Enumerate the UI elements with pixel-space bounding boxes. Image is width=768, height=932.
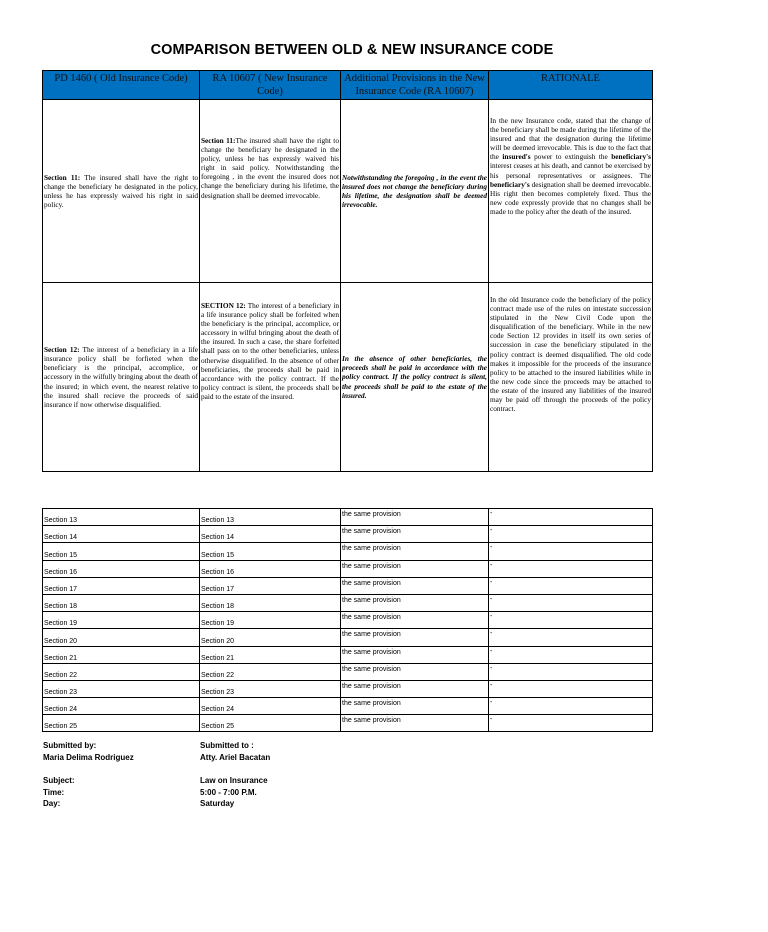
old-section-cell: Section 19 bbox=[43, 612, 200, 629]
rationale-text: interest ceases at his death, and cannot be exercised by his personal representatives or assignees. The bbox=[490, 161, 651, 180]
submitted-to-name: Atty. Ariel Bacatan bbox=[200, 752, 271, 762]
new-section-cell: Section 22 bbox=[200, 663, 341, 680]
submitted-by-label: Submitted by: bbox=[43, 741, 97, 750]
header-new-code: RA 10607 ( New Insurance Code) bbox=[200, 71, 341, 100]
time-label: Time: bbox=[43, 787, 65, 797]
new-section-cell: Section 17 bbox=[200, 577, 341, 594]
time-value: 5:00 - 7:00 P.M. bbox=[200, 787, 257, 797]
old-section-cell: Section 20 bbox=[43, 629, 200, 646]
day-value: Saturday bbox=[200, 799, 235, 808]
table-row bbox=[43, 100, 653, 283]
table-row bbox=[43, 715, 653, 732]
rationale-text: power to extinguish the bbox=[530, 152, 612, 162]
old-section-cell: Section 15 bbox=[43, 543, 200, 560]
new-section-cell: Section 21 bbox=[200, 646, 341, 663]
new-section-cell: Section 24 bbox=[200, 698, 341, 715]
subject-label: Subject: bbox=[43, 776, 75, 785]
old-section-cell: Section 14 bbox=[43, 526, 200, 543]
rationale-text: In the new Insurance code, stated that the change of the beneficiary shall be made during the lifetime of the insured and that the designation during the lifetime will be deemed irrevocable. This is due to the fact that the bbox=[490, 116, 651, 162]
rationale-cell: - bbox=[489, 543, 653, 560]
table-row bbox=[43, 543, 653, 560]
section-text: The insured shall have the right to change the beneficiary he designated in the policy, unless he has expressly waived his right in said policy. Notwithstanding the foregoing , in the event the insured does not change the beneficiary during his lifetime, the designation shall be deemed irrevocable. bbox=[201, 136, 339, 200]
additional-provision-cell: In the absence of other beneficiaries, the proceeds shall be paid in accordance with the policy contract. If the policy contract is silent, the proceeds shall be paid to the estate of the insured. bbox=[341, 283, 489, 472]
table-row bbox=[43, 629, 653, 646]
table-row bbox=[43, 577, 653, 594]
table-row bbox=[43, 283, 653, 472]
new-code-cell bbox=[200, 283, 341, 472]
submitted-by-name: Maria Delima Rodriguez bbox=[43, 752, 134, 762]
provision-cell: the same provision bbox=[341, 715, 489, 732]
old-section-cell: Section 23 bbox=[43, 680, 200, 697]
section-text: The insured shall have the right to change the beneficiary he designated in the policy, unless he has expressly waived his right in said policy. bbox=[44, 172, 198, 210]
table-row bbox=[43, 509, 653, 526]
table-row bbox=[43, 698, 653, 715]
rationale-cell: - bbox=[489, 612, 653, 629]
section-label: Section 11: bbox=[201, 136, 236, 145]
table-header-row bbox=[43, 71, 653, 100]
rationale-text: beneficiary's bbox=[611, 152, 651, 162]
submitted-to-label: Submitted to : bbox=[200, 741, 254, 750]
new-section-cell: Section 16 bbox=[200, 560, 341, 577]
old-section-cell: Section 13 bbox=[43, 509, 200, 526]
sections-table bbox=[42, 508, 653, 732]
schedule-values bbox=[200, 775, 268, 810]
provision-cell: the same provision bbox=[341, 560, 489, 577]
submitted-to-block bbox=[200, 740, 270, 763]
old-section-cell: Section 25 bbox=[43, 715, 200, 732]
old-section-cell: Section 24 bbox=[43, 698, 200, 715]
rationale-cell: - bbox=[489, 698, 653, 715]
table-row bbox=[43, 526, 653, 543]
rationale-cell: - bbox=[489, 663, 653, 680]
provision-cell: the same provision bbox=[341, 698, 489, 715]
old-section-cell: Section 18 bbox=[43, 594, 200, 611]
rationale-cell: - bbox=[489, 577, 653, 594]
rationale-cell: - bbox=[489, 715, 653, 732]
comparison-table bbox=[42, 70, 653, 472]
old-code-cell bbox=[43, 283, 200, 472]
provision-cell: the same provision bbox=[341, 526, 489, 543]
subject-value: Law on Insurance bbox=[200, 776, 268, 785]
rationale-text: beneficiary's bbox=[490, 179, 530, 189]
new-section-cell: Section 25 bbox=[200, 715, 341, 732]
provision-cell: the same provision bbox=[341, 646, 489, 663]
day-label: Day: bbox=[43, 799, 61, 808]
additional-provision-cell: Notwithstanding the foregoing , in the event the insured does not change the beneficiary during his lifetime, the designation shall be deemed irrevocable. bbox=[341, 100, 489, 283]
section-text: The interest of a beneficiary in a life insurance policy shall be forfieted when the beneficiary is the principal, accomplice, or accessory in the wilfully bringing about the death of the insured; in which event, the nearest relative to the insured shall recieve the proceeds of said insurance if now otherwise disqualified. bbox=[44, 345, 198, 409]
rationale-cell: - bbox=[489, 646, 653, 663]
provision-cell: the same provision bbox=[341, 680, 489, 697]
provision-cell: the same provision bbox=[341, 663, 489, 680]
new-section-cell: Section 23 bbox=[200, 680, 341, 697]
old-section-cell: Section 17 bbox=[43, 577, 200, 594]
schedule-labels bbox=[43, 775, 75, 810]
table-row bbox=[43, 560, 653, 577]
rationale-text: insured's bbox=[502, 152, 531, 162]
section-label: Section 11: bbox=[44, 172, 81, 182]
old-code-cell bbox=[43, 100, 200, 283]
header-additional-provisions: Additional Provisions in the New Insurance Code (RA 10607) bbox=[341, 71, 489, 100]
header-old-code: PD 1460 ( Old Insurance Code) bbox=[43, 71, 200, 100]
provision-cell: the same provision bbox=[341, 594, 489, 611]
rationale-cell: - bbox=[489, 594, 653, 611]
section-label: Section 12: bbox=[44, 345, 80, 355]
rationale-cell: - bbox=[489, 526, 653, 543]
section-text: The interest of a beneficiary in a life insurance policy shall be forfeited when the beneficiary is the principal, accomplice, or accessory in wilful bringing about the death of the insured. In such a case, the share forfeited shall pass on to the other beneficiaries, unless otherwise disqualified. In the absence of other beneficiaries, the proceeds shall be paid in accordance with the policy contract. If the policy contract is silent, the proceeds shall be paid to the estate of the insured. bbox=[201, 301, 339, 401]
submitted-by-block bbox=[43, 740, 134, 763]
old-section-cell: Section 22 bbox=[43, 663, 200, 680]
new-section-cell: Section 18 bbox=[200, 594, 341, 611]
new-section-cell: Section 14 bbox=[200, 526, 341, 543]
table-row bbox=[43, 680, 653, 697]
rationale-cell bbox=[489, 100, 653, 283]
new-code-cell bbox=[200, 100, 341, 283]
rationale-cell: - bbox=[489, 560, 653, 577]
header-rationale: RATIONALE bbox=[489, 71, 653, 100]
new-section-cell: Section 15 bbox=[200, 543, 341, 560]
provision-cell: the same provision bbox=[341, 509, 489, 526]
new-section-cell: Section 19 bbox=[200, 612, 341, 629]
rationale-cell: - bbox=[489, 680, 653, 697]
new-section-cell: Section 13 bbox=[200, 509, 341, 526]
table-row bbox=[43, 663, 653, 680]
document-title: COMPARISON BETWEEN OLD & NEW INSURANCE CODE bbox=[150, 42, 554, 58]
provision-cell: the same provision bbox=[341, 629, 489, 646]
provision-cell: the same provision bbox=[341, 543, 489, 560]
rationale-cell: - bbox=[489, 509, 653, 526]
table-row bbox=[43, 594, 653, 611]
table-row bbox=[43, 646, 653, 663]
old-section-cell: Section 21 bbox=[43, 646, 200, 663]
provision-cell: the same provision bbox=[341, 612, 489, 629]
rationale-text: designation shall be deemed irrevocable. His right then becomes completely fixed. Thus the new code expressly provide that no changes shall be made to the policy after the death of the insured. bbox=[490, 179, 651, 216]
rationale-cell: In the old Insurance code the beneficiary of the policy contract made use of the rules on intestate succession stipulated in the New Civil Code upon the disqualification of the beneficiary. While in the new code Section 12 provides in itself its own series of succession in case the beneficiary stipulated in the policy contract is deemed disqualified. The old code makes it impossible for the proceeds of the insurance policy to be attached to the insured liabilities while in the new code since the proceeds may be attached to the estate of the insured any liabilities of the insured may be paid off through the proceeds of the policy contract. bbox=[489, 283, 653, 472]
section-label: SECTION 12: bbox=[201, 301, 246, 310]
table-row bbox=[43, 612, 653, 629]
rationale-cell: - bbox=[489, 629, 653, 646]
new-section-cell: Section 20 bbox=[200, 629, 341, 646]
provision-cell: the same provision bbox=[341, 577, 489, 594]
old-section-cell: Section 16 bbox=[43, 560, 200, 577]
